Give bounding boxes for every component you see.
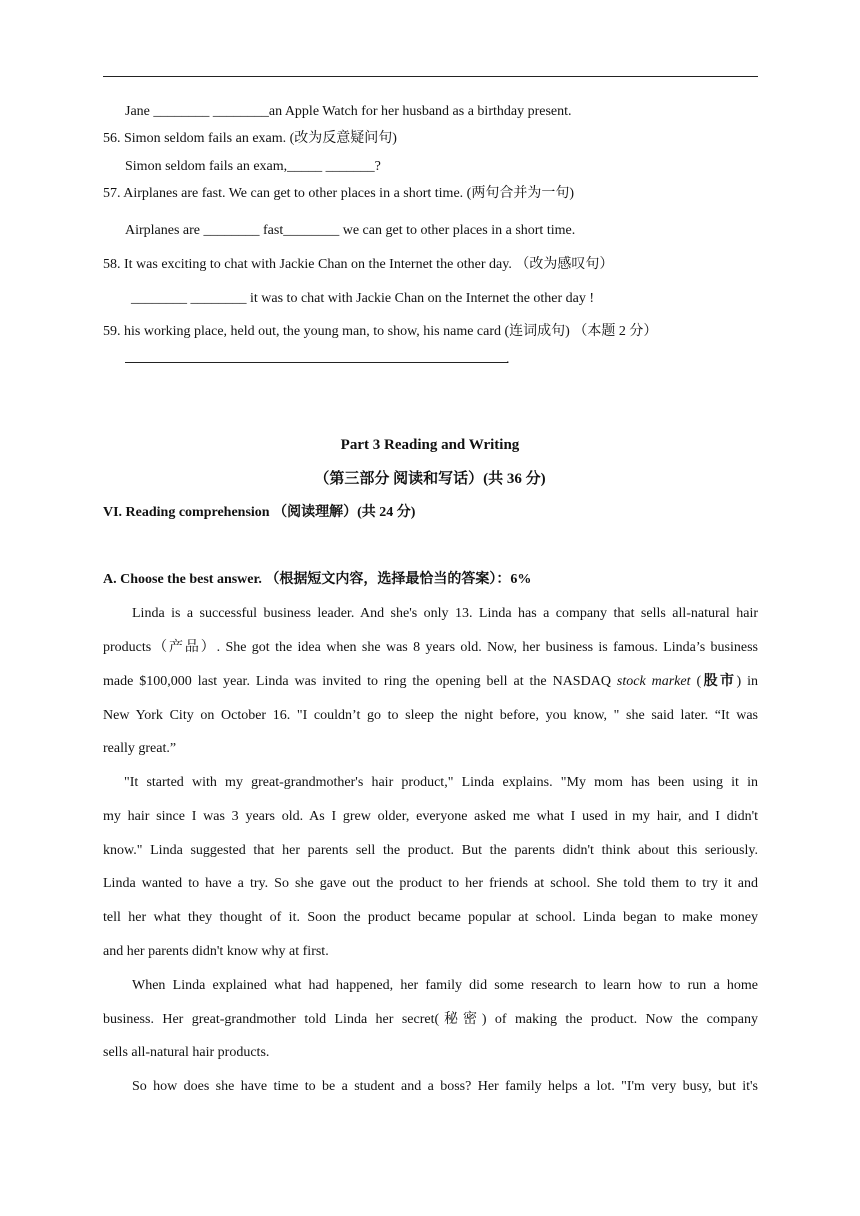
passage-p1-line2: products（产品）. She got the idea when she was 8 years old. Now, her business is famous. Linda’s business [103, 640, 758, 655]
passage-p2-line2: my hair since I was 3 years old. As I grew older, everyone asked me what I used in my hair, and I didn't [103, 809, 758, 824]
q55-answer-line: Jane ________ ________an Apple Watch for her husband as a birthday present. [125, 104, 572, 119]
instruction-line: A. Choose the best answer. （根据短文内容，选择最恰当的答案）：6% [103, 572, 532, 587]
passage-p1-line1: Linda is a successful business leader. And she's only 13. Linda has a company that sells all-natural hair [132, 606, 758, 621]
q56-answer-line: Simon seldom fails an exam,_____ _______? [125, 159, 381, 174]
passage-p3-line1: When Linda explained what had happened, her family did some research to learn how to run a home [132, 978, 758, 993]
q58-prompt: 58. It was exciting to chat with Jackie Chan on the Internet the other day. （改为感叹句） [103, 257, 614, 272]
passage-p4-line1: So how does she have time to be a student and a boss? Her family helps a lot. "I'm very busy, but it's [132, 1079, 758, 1094]
q57-prompt: 57. Airplanes are fast. We can get to other places in a short time. (两句合并为一句) [103, 186, 574, 201]
passage-p2-line1: "It started with my great-grandmother's hair product," Linda explains. "My mom has been using it in [124, 775, 758, 790]
header-rule [103, 76, 758, 77]
q57-answer-line: Airplanes are ________ fast________ we can get to other places in a short time. [125, 223, 576, 238]
q59-prompt: 59. his working place, held out, the young man, to show, his name card (连词成句) （本题 2 分） [103, 324, 658, 339]
passage-p1-line3: made $100,000 last year. Linda was invited to ring the opening bell at the NASDAQ stock market (股市) in [103, 674, 759, 689]
part3-title: Part 3 Reading and Writing [340, 437, 520, 453]
part3-subtitle: （第三部分 阅读和写话）(共 36 分) [314, 471, 546, 487]
passage-p1-line4: New York City on October 16. "I couldn’t go to sleep the night before, you know, " she said later. “It was [103, 708, 758, 723]
passage-p3-line2: business. Her great-grandmother told Linda her secret(秘密) of making the product. Now the company [103, 1012, 758, 1027]
stock-market-term: stock market [616, 674, 691, 689]
passage-p2-line6: and her parents didn't know why at first. [103, 944, 329, 959]
q56-prompt: 56. Simon seldom fails an exam. (改为反意疑问句) [103, 131, 397, 146]
q59-answer-period: . [506, 352, 510, 367]
passage-p2-line3: know." Linda suggested that her parents sell the product. But the parents didn't think about this seriously. [103, 843, 758, 858]
section-heading: VI. Reading comprehension （阅读理解）(共 24 分) [103, 505, 416, 520]
passage-p1-line5: really great.” [103, 741, 177, 756]
q58-answer-line: ________ ________ it was to chat with Jackie Chan on the Internet the other day ! [131, 291, 595, 306]
passage-p3-line3: sells all-natural hair products. [103, 1045, 270, 1060]
q59-answer-blank [125, 362, 508, 363]
passage-p2-line4: Linda wanted to have a try. So she gave out the product to her friends at school. She told them to try it and [103, 876, 758, 891]
passage-p2-line5: tell her what they thought of it. Soon the product became popular at school. Linda began to make money [103, 910, 758, 925]
